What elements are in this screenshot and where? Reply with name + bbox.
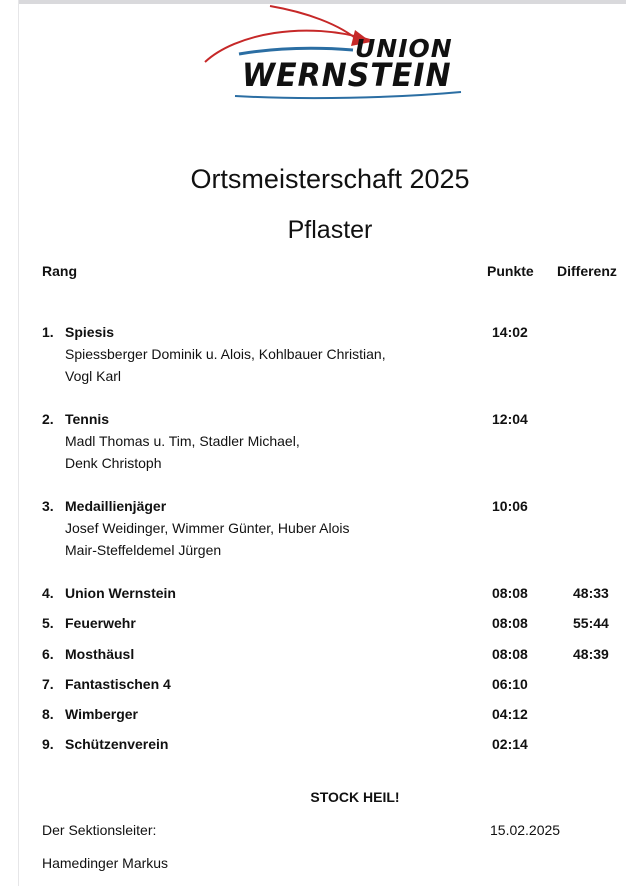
team-name: Union Wernstein (65, 585, 176, 601)
team-name: Fantastischen 4 (65, 676, 171, 692)
rank-number: 1. (42, 324, 54, 340)
team-name: Medaillienjäger (65, 498, 167, 514)
team-points: 04:12 (492, 706, 528, 722)
team-name: Feuerwehr (65, 615, 136, 631)
rank-number: 3. (42, 498, 54, 514)
rank-number: 9. (42, 736, 54, 752)
team-points: 08:08 (492, 615, 528, 631)
team-name: Mosthäusl (65, 646, 135, 662)
team-points: 12:04 (492, 411, 528, 427)
team-members (65, 430, 300, 474)
member-line: Josef Weidinger, Wimmer Günter, Huber Alois (65, 520, 350, 536)
team-name: Spiesis (65, 324, 115, 340)
team-difference: 48:33 (573, 585, 609, 601)
logo-text-wernstein: WERNSTEIN (242, 56, 452, 95)
team-points: 08:08 (492, 585, 528, 601)
team-difference: 48:39 (573, 646, 609, 662)
member-line: Vogl Karl (65, 368, 122, 384)
rank-number: 6. (42, 646, 54, 662)
rank-number: 5. (42, 615, 54, 631)
document-subtitle: Pflaster (287, 216, 373, 244)
rank-number: 8. (42, 706, 54, 722)
team-points: 06:10 (492, 676, 528, 692)
union-wernstein-logo (195, 2, 470, 100)
column-header-rank: Rang (42, 263, 77, 279)
stock-heil-greeting: STOCK HEIL! (310, 789, 400, 805)
member-line: Mair-Steffeldemel Jürgen (65, 542, 222, 558)
rank-number: 2. (42, 411, 54, 427)
team-difference: 55:44 (573, 615, 609, 631)
team-name: Wimberger (65, 706, 139, 722)
signer-name: Hamedinger Markus (42, 855, 169, 871)
column-header-difference: Differenz (557, 263, 617, 279)
team-points: 14:02 (492, 324, 528, 340)
team-points: 02:14 (492, 736, 528, 752)
member-line: Madl Thomas u. Tim, Stadler Michael, (65, 433, 300, 449)
member-line: Denk Christoph (65, 455, 162, 471)
team-points: 08:08 (492, 646, 528, 662)
document-date: 15.02.2025 (490, 822, 561, 838)
logo-text-union: UNION (355, 34, 453, 63)
rank-number: 4. (42, 585, 54, 601)
team-members (65, 517, 350, 561)
rank-number: 7. (42, 676, 54, 692)
signer-label: Der Sektionsleiter: (42, 822, 157, 838)
team-members (65, 343, 386, 387)
team-name: Schützenverein (65, 736, 169, 752)
column-header-points: Punkte (487, 263, 534, 279)
document-title: Ortsmeisterschaft 2025 (190, 164, 470, 194)
team-points: 10:06 (492, 498, 528, 514)
member-line: Spiessberger Dominik u. Alois, Kohlbauer Christian, (65, 346, 386, 362)
page-left-border (18, 0, 19, 886)
team-name: Tennis (65, 411, 110, 427)
